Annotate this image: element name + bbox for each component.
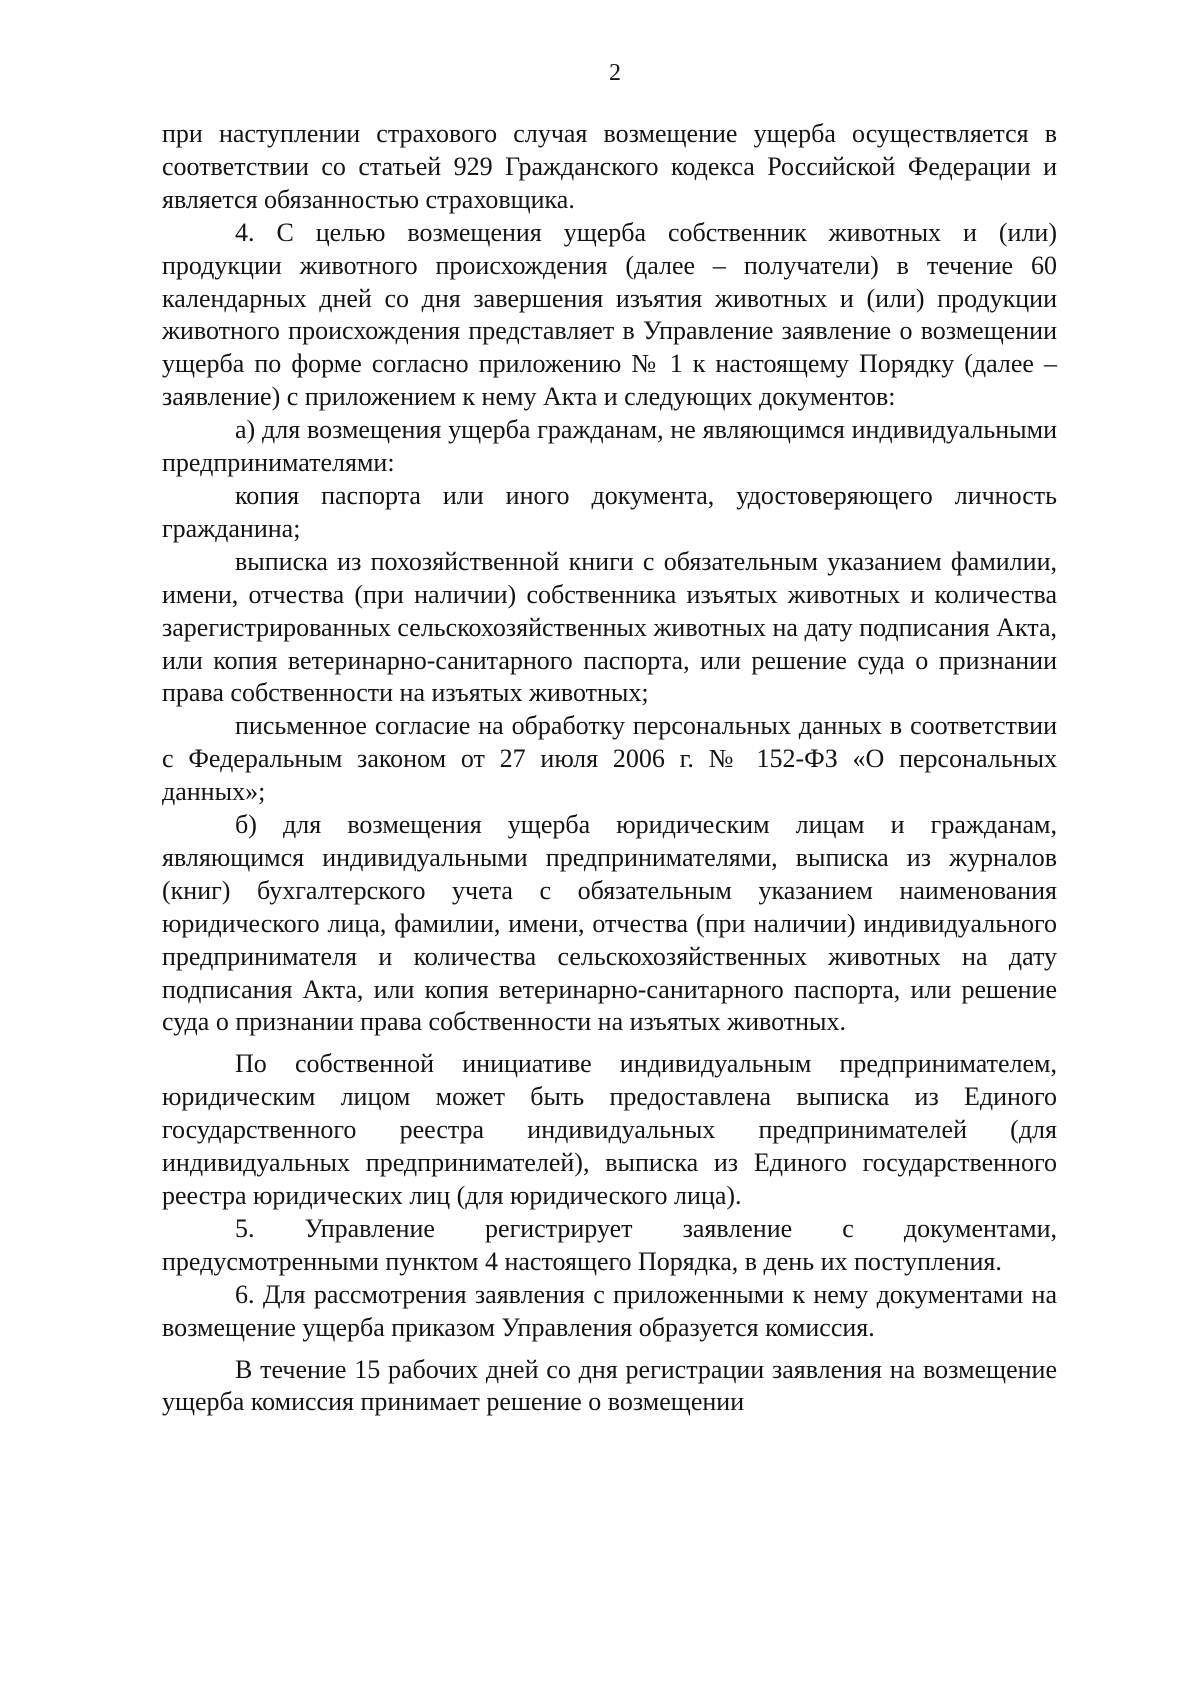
paragraph: а) для возмещения ущерба гражданам, не являющимся индивидуальными предпринимателями: (162, 415, 1057, 478)
paragraph: письменное согласие на обработку персональных данных в соответствии с Федеральным законом от 27 июля 2006 г. № 152-ФЗ «О персональных данных»; (162, 711, 1057, 807)
paragraph: б) для возмещения ущерба юридическим лицам и гражданам, являющимся индивидуальными предпринимателями, выписка из журналов (книг) бухгалтерского учета с обязательным указанием наименования юридического лица, фамилии, имени, отчества (при наличии) индивидуального предпринимателя и количества сельскохозяйственных животных на дату подписания Акта, или копия ветеринарно-санитарного паспорта, или решение суда о признании права собственности на изъятых животных. (162, 810, 1057, 1037)
paragraph: выписка из похозяйственной книги с обязательным указанием фамилии, имени, отчества (при наличии) собственника изъятых животных и количества зарегистрированных сельскохозяйственных животных на дату подписания Акта, или копия ветеринарно-санитарного паспорта, или решение суда о признании права собственности на изъятых животных; (162, 546, 1057, 708)
paragraph: при наступлении страхового случая возмещение ущерба осуществляется в соответствии со статьей 929 Гражданского кодекса Российской Федерации и является обязанностью страховщика. (162, 119, 1057, 214)
paragraph: 4. С целью возмещения ущерба собственник животных и (или) продукции животного происхождения (далее – получатели) в течение 60 календарных дней со дня завершения изъятия животных и (или) продукции животного происхождения представляет в Управление заявление о возмещении ущерба по форме согласно приложению № 1 к настоящему Порядку (далее – заявление) с приложением к нему Акта и следующих документов: (162, 217, 1057, 412)
paragraph: 5. Управление регистрирует заявление с документами, предусмотренными пунктом 4 настоящего Порядка, в день их поступления. (162, 1213, 1057, 1276)
paragraph: По собственной инициативе индивидуальным предпринимателем, юридическим лицом может быть предоставлена выписка из Единого государственного реестра индивидуальных предпринимателей (для индивидуальных предпринимателей), выписка из Единого государственного реестра юридических лиц (для юридического лица). (162, 1049, 1057, 1210)
paragraph: копия паспорта или иного документа, удостоверяющего личность гражданина; (162, 480, 1057, 543)
paragraph: В течение 15 рабочих дней со дня регистрации заявления на возмещение ущерба комиссия принимает решение о возмещении (162, 1354, 1057, 1417)
document-body (162, 118, 1057, 1419)
page-number: 2 (609, 60, 621, 86)
paragraph: 6. Для рассмотрения заявления с приложенными к нему документами на возмещение ущерба приказом Управления образуется комиссия. (162, 1279, 1057, 1342)
